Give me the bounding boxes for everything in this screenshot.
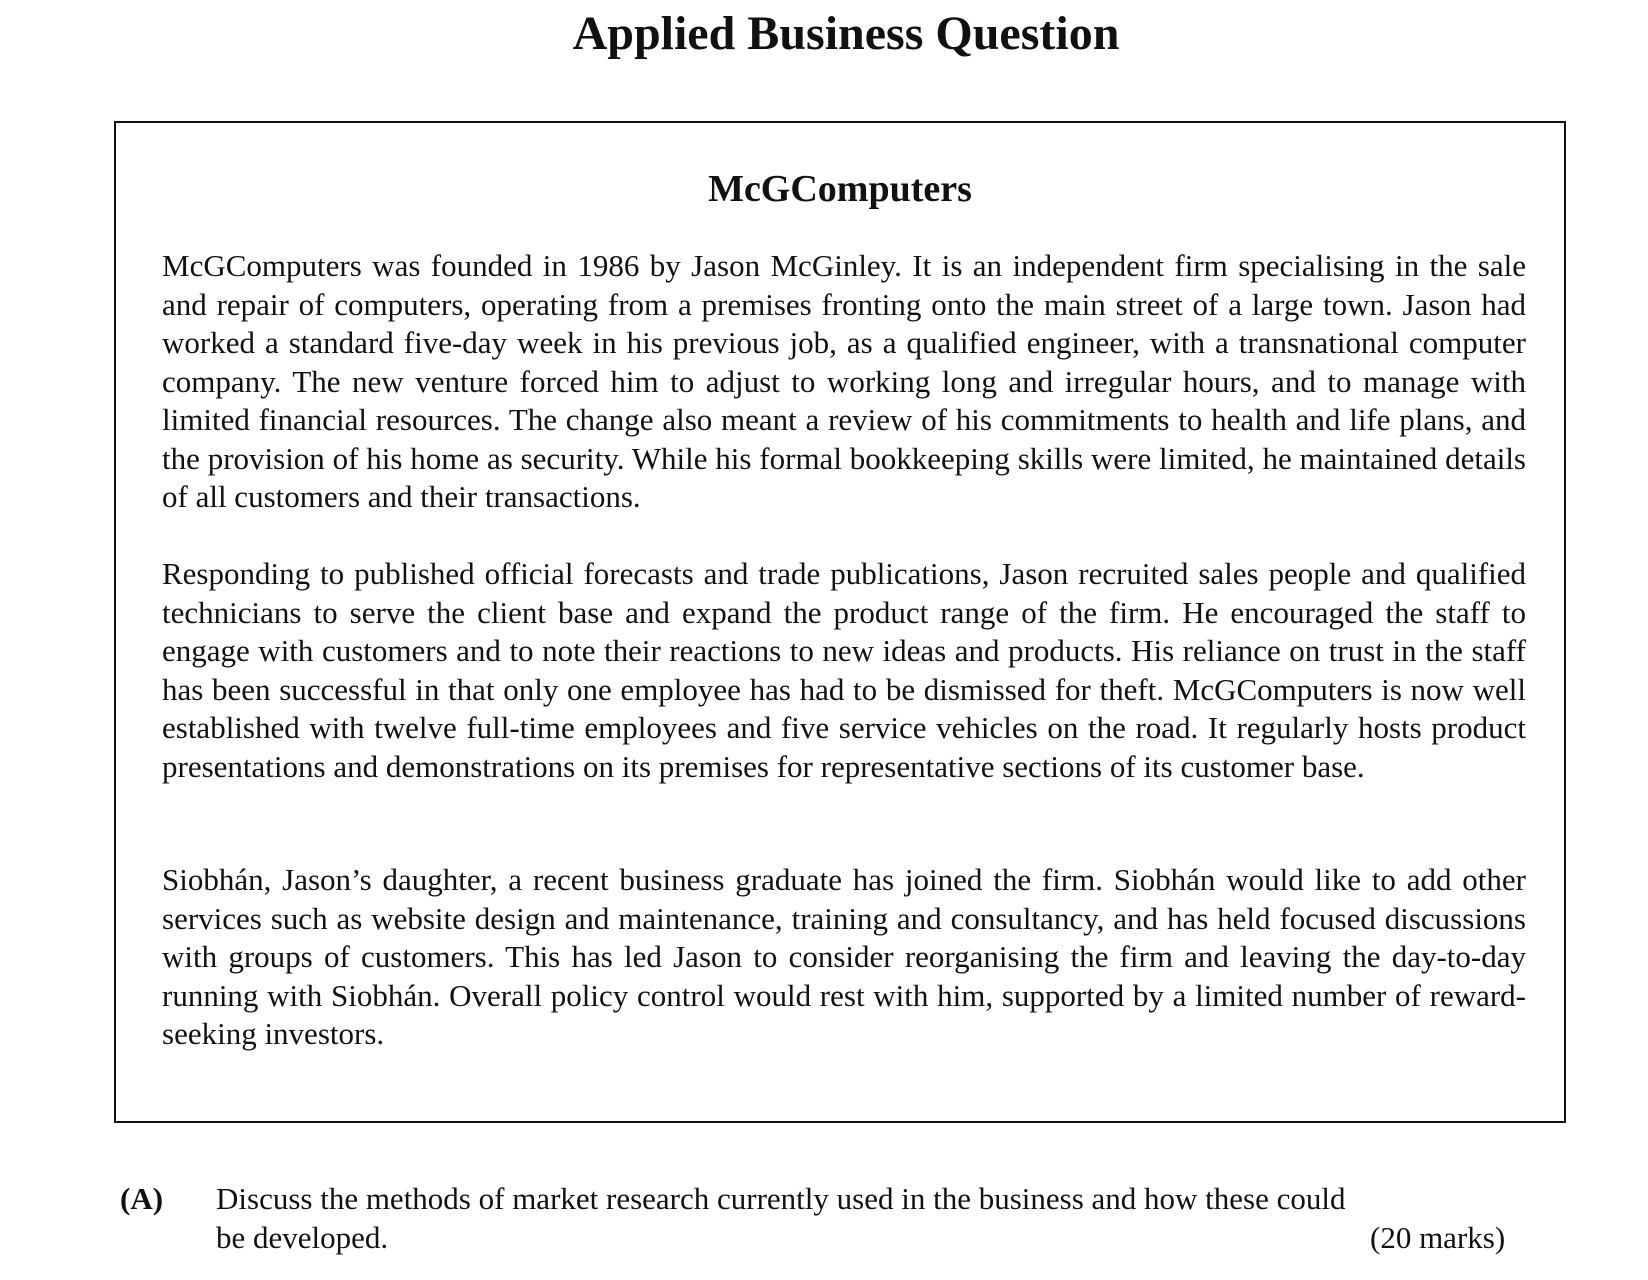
question-label: (A) xyxy=(120,1181,164,1216)
case-paragraph-1: McGComputers was founded in 1986 by Jason McGinley. It is an independent firm specialising in the sale and repair of computers, operating from a premises fronting onto the main street of a large town. Jason had worked a standard five-day week in his previous job, as a qualified engineer, with a transnational computer company. The new venture forced him to adjust to working long and irregular hours, and to manage with limited financial resources. The change also meant a review of his commitments to health and life plans, and the provision of his home as security. While his formal bookkeeping skills were limited, he maintained details of all customers and their transactions. xyxy=(162,248,1526,514)
page-title: Applied Business Question xyxy=(572,7,1120,60)
question-marks: (20 marks) xyxy=(1370,1219,1506,1255)
case-study-title: McGComputers xyxy=(708,168,972,210)
case-study-box xyxy=(114,121,1566,1123)
case-paragraph-2: Responding to published official forecasts and trade publications, Jason recruited sales people and qualified technicians to serve the client base and expand the product range of the firm. He encouraged the staff to engage with customers and to note their reactions to new ideas and products. His reliance on trust in the staff has been successful in that only one employee has had to be dismissed for theft. McGComputers is now well established with twelve full-time employees and five service vehicles on the road. It regularly hosts product presentations and demonstrations on its premises for representative sections of its customer base. xyxy=(162,556,1526,784)
question-text: Discuss the methods of market research currently used in the business and how these could be developed. xyxy=(216,1181,1346,1255)
case-paragraph-3: Siobhán, Jason’s daughter, a recent business graduate has joined the firm. Siobhán would like to add other services such as website design and maintenance, training and consultancy, and has held focused discussions with groups of customers. This has led Jason to consider reorganising the firm and leaving the day-to-day running with Siobhán. Overall policy control would rest with him, supported by a limited number of reward-seeking investors. xyxy=(162,862,1526,1051)
